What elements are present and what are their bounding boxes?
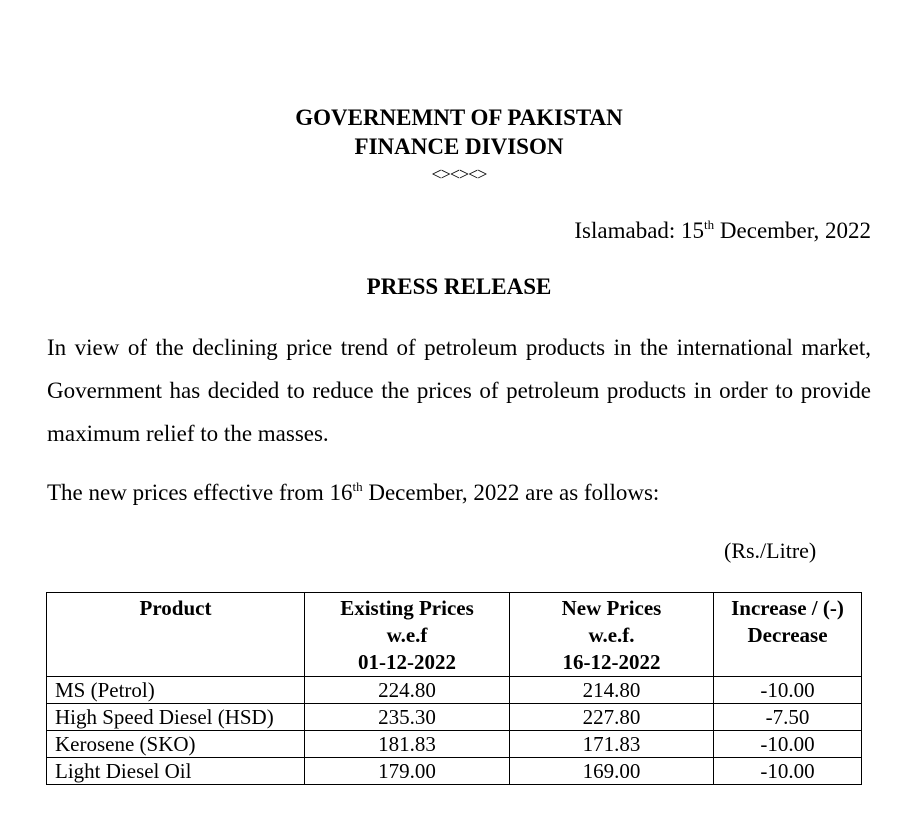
- ornament-divider: <><><>: [431, 164, 487, 184]
- table-row: [47, 704, 862, 731]
- header-government: GOVERNEMNT OF PAKISTAN: [295, 105, 623, 130]
- cell-change: -10.00: [714, 758, 862, 785]
- table-row: [47, 758, 862, 785]
- header-change-line2: Decrease: [747, 623, 828, 647]
- dateline-sup: th: [704, 217, 715, 232]
- cell-existing-price: 181.83: [305, 731, 510, 758]
- unit-label: (Rs./Litre): [724, 538, 817, 563]
- dateline-prefix: Islamabad: 15: [574, 218, 705, 243]
- header-existing-prices: [305, 593, 510, 677]
- header-existing-line3: 01-12-2022: [358, 650, 456, 674]
- cell-new-price: 214.80: [510, 677, 714, 704]
- effective-date-paragraph: [47, 471, 871, 514]
- header-product: [47, 593, 305, 677]
- price-table: [46, 592, 862, 785]
- cell-change: -7.50: [714, 704, 862, 731]
- header-existing-line2: w.e.f: [386, 623, 428, 647]
- intro-paragraph: In view of the declining price trend of petroleum products in the international market, Government has decided to reduce the prices of petroleum products in order to provide maximum relief to the masses.: [47, 335, 871, 446]
- header-change: [714, 593, 862, 677]
- cell-product: MS (Petrol): [47, 677, 305, 704]
- header-new-prices: [510, 593, 714, 677]
- cell-new-price: 171.83: [510, 731, 714, 758]
- cell-change: -10.00: [714, 677, 862, 704]
- paragraph2-suffix: December, 2022 are as follows:: [362, 480, 660, 505]
- cell-product: Kerosene (SKO): [47, 731, 305, 758]
- cell-product: Light Diesel Oil: [47, 758, 305, 785]
- header-new-line1: New Prices: [561, 596, 662, 620]
- press-release-title: PRESS RELEASE: [366, 274, 552, 299]
- paragraph2-sup: th: [352, 479, 363, 494]
- header-division: FINANCE DIVISON: [354, 134, 564, 159]
- header-change-line1: Increase / (-): [731, 596, 844, 620]
- cell-new-price: 169.00: [510, 758, 714, 785]
- header-new-line3: 16-12-2022: [562, 650, 661, 674]
- table-row: [47, 731, 862, 758]
- header-product-line: Product: [139, 596, 212, 620]
- cell-change: -10.00: [714, 731, 862, 758]
- cell-product: High Speed Diesel (HSD): [47, 704, 305, 731]
- cell-existing-price: 224.80: [305, 677, 510, 704]
- header-new-line2: w.e.f.: [588, 623, 635, 647]
- dateline: [574, 218, 871, 244]
- dateline-suffix: December, 2022: [714, 218, 871, 243]
- table-row: [47, 677, 862, 704]
- cell-new-price: 227.80: [510, 704, 714, 731]
- header-existing-line1: Existing Prices: [340, 596, 474, 620]
- cell-existing-price: 179.00: [305, 758, 510, 785]
- cell-existing-price: 235.30: [305, 704, 510, 731]
- table-header-row: [47, 593, 862, 677]
- paragraph2-prefix: The new prices effective from 16: [47, 480, 353, 505]
